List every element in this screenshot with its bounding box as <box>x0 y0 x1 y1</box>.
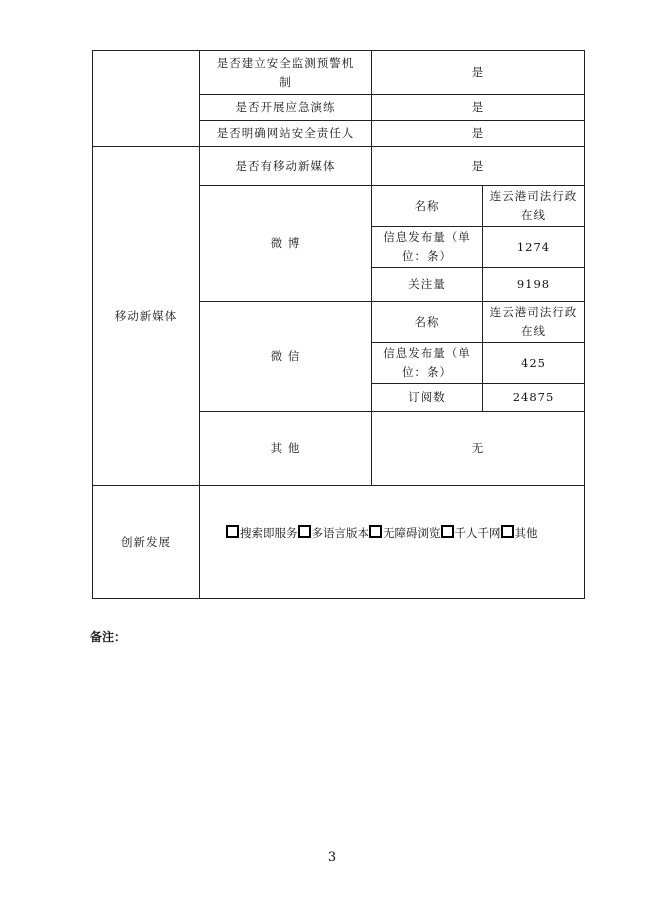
weibo-followers-value: 9198 <box>483 268 585 302</box>
monitoring-value: 是 <box>372 51 585 95</box>
report-table <box>92 50 585 599</box>
mobile-section-label: 移动新媒体 <box>93 147 200 486</box>
checkbox-icon <box>226 525 239 538</box>
responsible-value: 是 <box>372 121 585 147</box>
weibo-posts-value: 1274 <box>483 227 585 268</box>
weibo-name-label: 名称 <box>372 186 483 227</box>
wechat-posts-value: 425 <box>483 343 585 384</box>
remark-label: 备注： <box>90 630 127 644</box>
wechat-label: 微 信 <box>200 302 372 412</box>
weibo-name-value: 连云港司法行政在线 <box>483 186 585 227</box>
drill-label: 是否开展应急演练 <box>200 95 372 121</box>
innovation-option[interactable]: 千人千网 <box>441 524 501 543</box>
has-mobile-label: 是否有移动新媒体 <box>200 147 372 186</box>
innovation-option[interactable]: 搜索即服务 <box>226 524 298 543</box>
weibo-posts-label: 信息发布量（单位：条） <box>372 227 483 268</box>
checkbox-icon <box>298 525 311 538</box>
weibo-label: 微 博 <box>200 186 372 302</box>
wechat-posts-label: 信息发布量（单位：条） <box>372 343 483 384</box>
has-mobile-value: 是 <box>372 147 585 186</box>
other-value: 无 <box>372 412 585 486</box>
innovation-option[interactable]: 其他 <box>501 524 538 543</box>
innovation-option[interactable]: 无障碍浏览 <box>369 524 441 543</box>
innovation-options <box>200 486 585 599</box>
wechat-subscribers-value: 24875 <box>483 384 585 412</box>
drill-value: 是 <box>372 95 585 121</box>
wechat-name-value: 连云港司法行政在线 <box>483 302 585 343</box>
monitoring-label: 是否建立安全监测预警机制 <box>200 51 372 95</box>
wechat-subscribers-label: 订阅数 <box>372 384 483 412</box>
other-label: 其 他 <box>200 412 372 486</box>
checkbox-icon <box>501 525 514 538</box>
responsible-label: 是否明确网站安全责任人 <box>200 121 372 147</box>
section-label-empty <box>93 51 200 147</box>
innovation-option[interactable]: 多语言版本 <box>298 524 370 543</box>
innovation-label: 创新发展 <box>93 486 200 599</box>
checkbox-icon <box>369 525 382 538</box>
weibo-followers-label: 关注量 <box>372 268 483 302</box>
wechat-name-label: 名称 <box>372 302 483 343</box>
page-number: 3 <box>327 850 337 865</box>
checkbox-icon <box>441 525 454 538</box>
